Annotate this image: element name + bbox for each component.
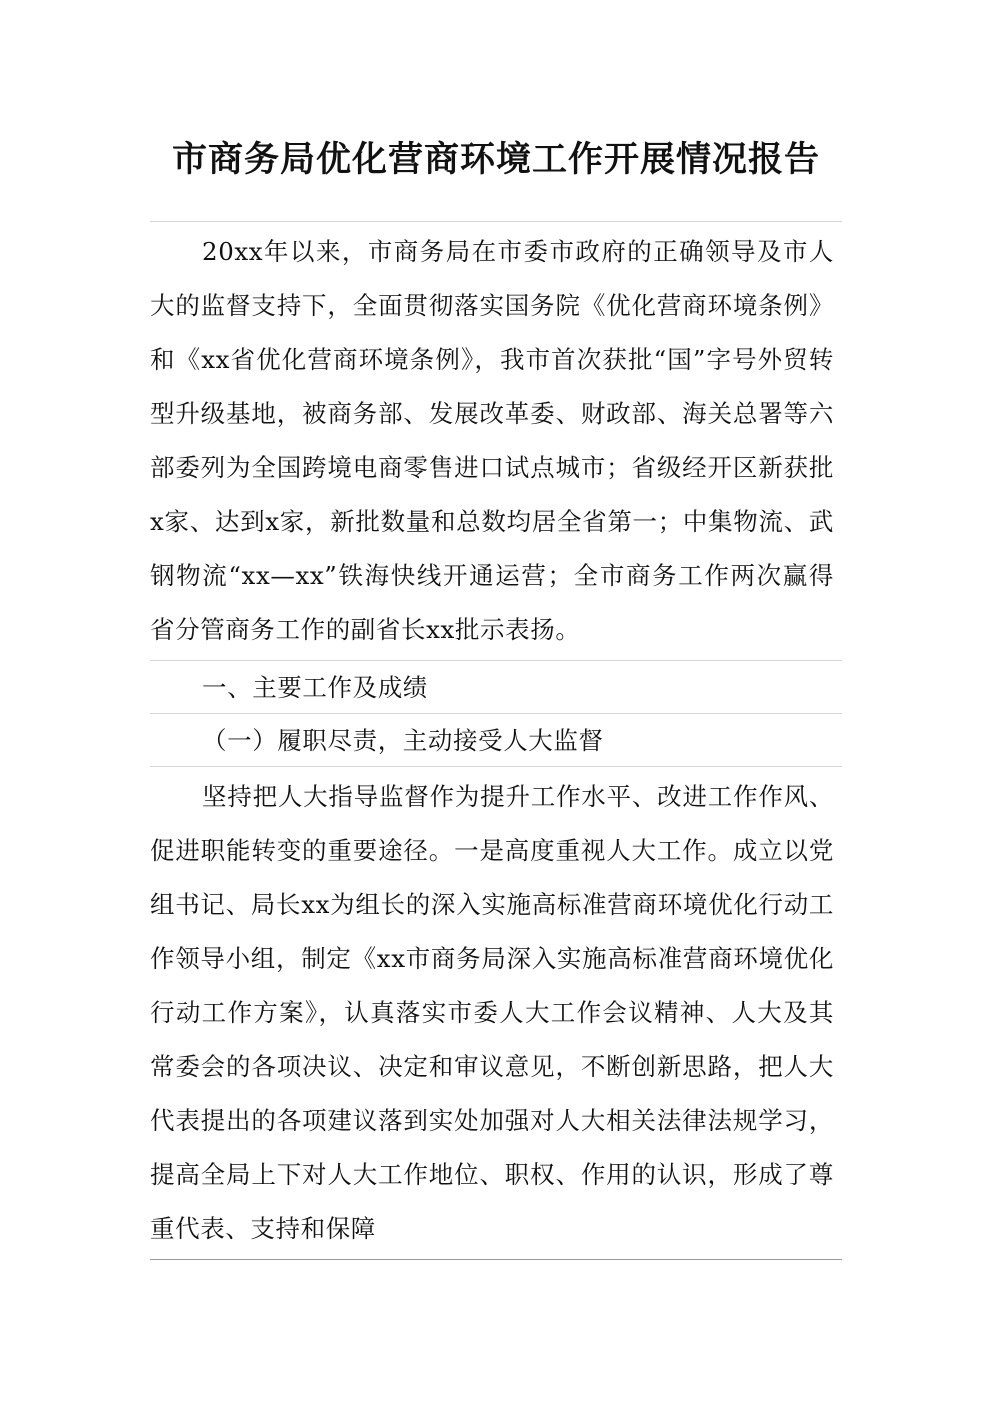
document-body	[150, 221, 842, 1260]
intro-paragraph: 20xx年以来，市商务局在市委市政府的正确领导及市人大的监督支持下，全面贯彻落实国务院《优化营商环境条例》和《xx省优化营商环境条例》，我市首次获批“国”字号外贸转型升级基地，被商务部、发展改革委、财政部、海关总署等六部委列为全国跨境电商零售进口试点城市；省级经开区新获批x家、达到x家，新批数量和总数均居全省第一；中集物流、武钢物流“xx—xx”铁海快线开通运营；全市商务工作两次赢得省分管商务工作的副省长xx批示表扬。	[150, 237, 834, 644]
page-title: 市商务局优化营商环境工作开展情况报告	[171, 139, 820, 180]
subsection-heading: （一）履职尽责，主动接受人大监督	[202, 726, 604, 755]
section-heading: 一、主要工作及成绩	[202, 673, 428, 702]
divider	[150, 1259, 842, 1260]
body-paragraph: 坚持把人大指导监督作为提升工作水平、改进工作作风、促进职能转变的重要途径。一是高度重视人大工作。成立以党组书记、局长xx为组长的深入实施高标准营商环境优化行动工作领导小组，制定《xx市商务局深入实施高标准营商环境优化行动工作方案》，认真落实市委人大工作会议精神、人大及其常委会的各项决议、决定和审议意见，不断创新思路，把人大代表提出的各项建议落到实处加强对人大相关法律法规学习，提高全局上下对人大工作地位、职权、作用的认识，形成了尊重代表、支持和保障	[150, 782, 834, 1243]
